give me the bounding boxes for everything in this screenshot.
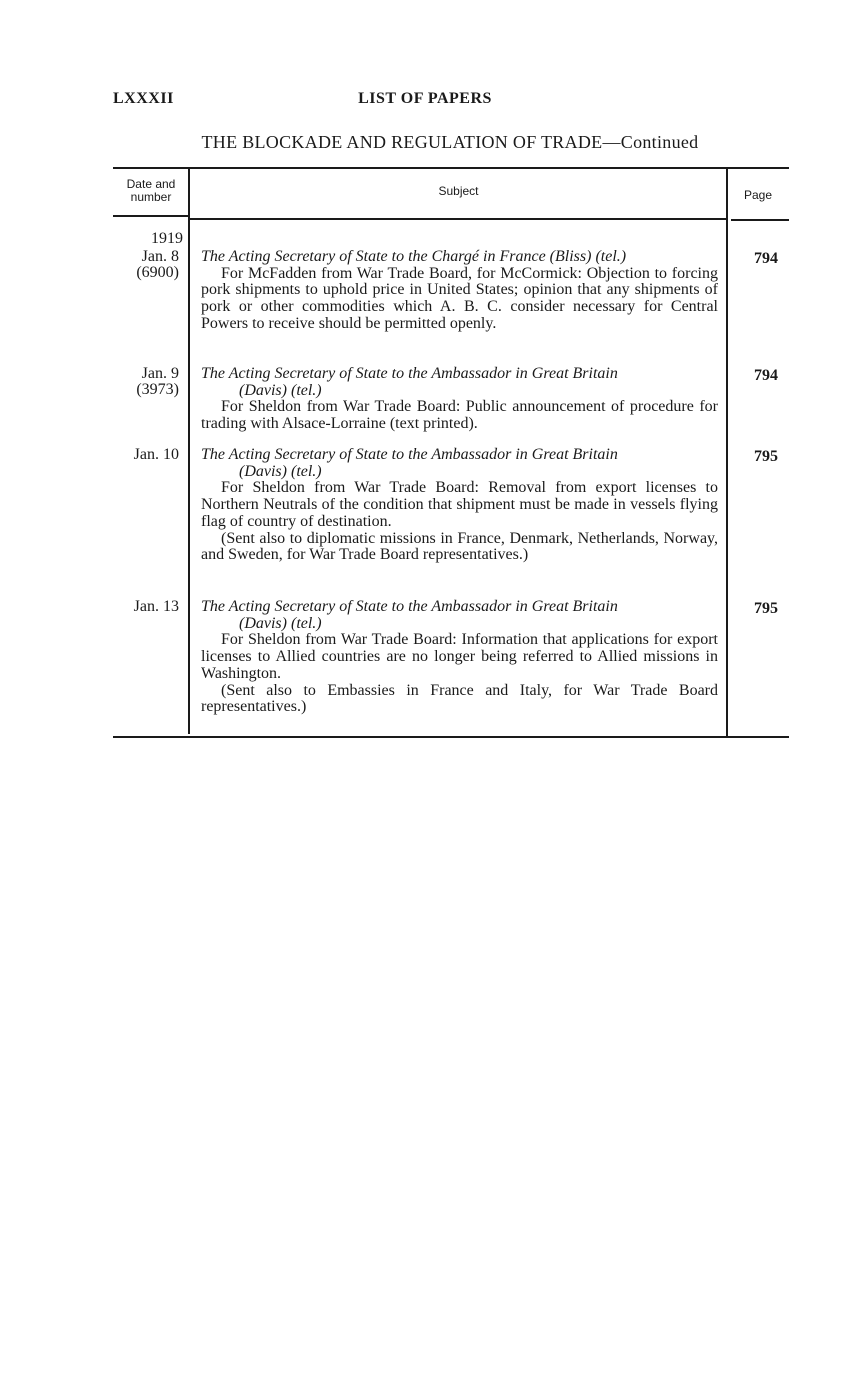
entry-date [113, 599, 179, 615]
column-divider-page [726, 169, 728, 736]
entry-heading [201, 447, 718, 480]
entry-heading [201, 366, 718, 399]
entry-heading-main: The Acting Secretary of State to the Ambassador in Great Britain [201, 365, 618, 382]
entry-subject [201, 599, 718, 716]
entry-body: For Sheldon from War Trade Board: Removal from export licenses to Northern Neutrals of the condition that shipment must be made in vessels flying flag of country of destination. [201, 479, 718, 530]
column-header-subject: Subject [438, 184, 479, 198]
entry-heading-cont: (Davis) (tel.) [239, 462, 322, 480]
entry-date-day: Jan. 10 [133, 446, 179, 463]
column-header-page: Page [743, 188, 773, 202]
table-bottom-rule [113, 736, 789, 738]
entry-number: (3973) [136, 381, 179, 398]
entry-body: For Sheldon from War Trade Board: Information that applications for export licenses to Allied countries are no longer being referred to Allied missions in Washington. [201, 631, 718, 682]
entry-subject [201, 249, 718, 333]
header-rule-page [731, 219, 789, 221]
entry-page: 794 [754, 367, 778, 384]
entry-body: For McFadden from War Trade Board, for McCormick: Objection to forcing pork shipments to uphold price in United States; opinion that any shipments of pork or other commodities which A. B. C. consider necessary for Central Powers to receive should be permitted openly. [201, 264, 718, 332]
entry-heading-main: The Acting Secretary of State to the Ambassador in Great Britain [201, 598, 618, 615]
entry-date [113, 249, 179, 281]
entry-heading: The Acting Secretary of State to the Chargé in France (Bliss) (tel.) [201, 248, 627, 265]
entry-date [113, 447, 179, 463]
entry-subject [201, 366, 718, 433]
table-top-rule [113, 167, 789, 169]
entry-page: 795 [754, 448, 778, 465]
entry-number: (6900) [136, 264, 179, 281]
entry-heading [201, 599, 718, 632]
page-number: LXXXII [113, 90, 174, 107]
entry-note: (Sent also to diplomatic missions in France, Denmark, Netherlands, Norway, and Sweden, for War Trade Board representatives.) [201, 529, 718, 564]
entry-page: 795 [754, 600, 778, 617]
column-header-date: Date and number [126, 177, 176, 204]
entry-heading-main: The Acting Secretary of State to the Ambassador in Great Britain [201, 446, 618, 463]
header-rule-date [113, 215, 189, 217]
entry-date [113, 366, 179, 398]
entry-note: (Sent also to Embassies in France and Italy, for War Trade Board representatives.) [201, 681, 718, 716]
entry-date-day: Jan. 13 [133, 598, 179, 615]
column-divider-date [188, 169, 190, 734]
running-head: LIST OF PAPERS [358, 90, 492, 107]
header-rule-subject [190, 218, 727, 220]
section-title: THE BLOCKADE AND REGULATION OF TRADE—Continued [201, 132, 699, 152]
year-label: 1919 [151, 230, 183, 247]
papers-table [113, 167, 789, 739]
entry-subject [201, 447, 718, 564]
entry-heading-cont: (Davis) (tel.) [239, 614, 322, 632]
entry-date-day: Jan. 8 [141, 248, 179, 265]
entry-body: For Sheldon from War Trade Board: Public announcement of procedure for trading with Alsace-Lorraine (text printed). [201, 398, 718, 433]
entry-date-day: Jan. 9 [141, 365, 179, 382]
entry-heading-cont: (Davis) (tel.) [239, 381, 322, 399]
entry-page: 794 [754, 250, 778, 267]
